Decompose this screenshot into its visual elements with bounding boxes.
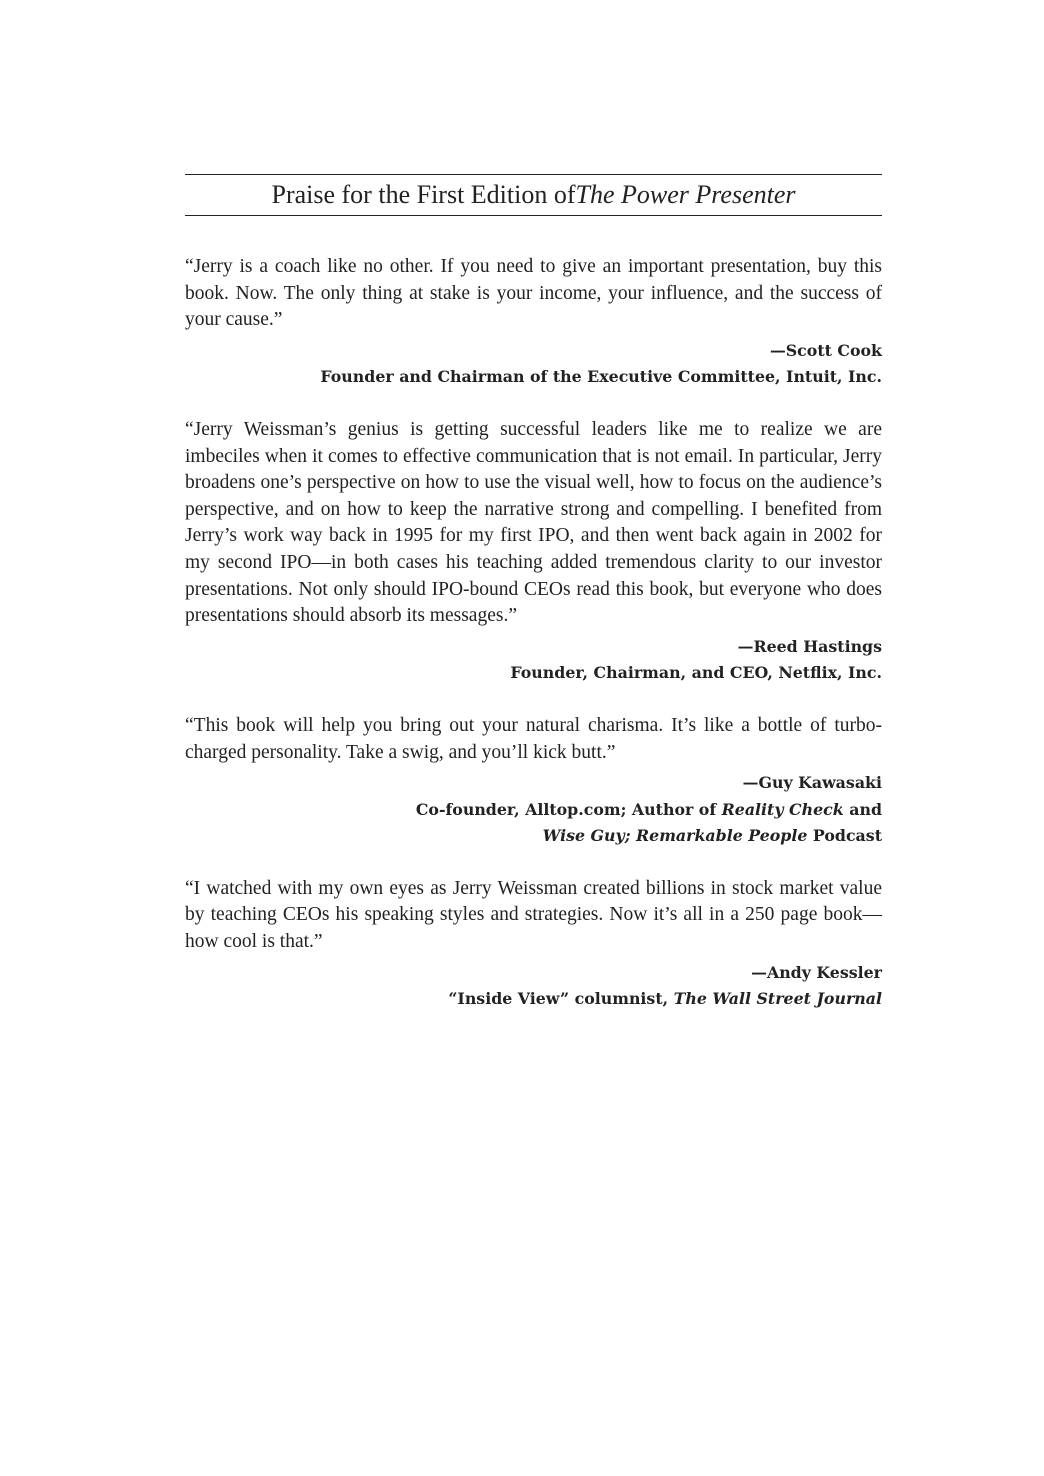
attribution <box>185 960 882 1013</box>
attribution <box>185 634 882 687</box>
attribution-name: —Guy Kawasaki <box>742 773 882 793</box>
attribution-role-line-2 <box>185 823 882 850</box>
quote-text: “Jerry is a coach like no other. If you need to give an important presentation, buy this book. Now. The only thing at stake is your income, your influence, and the success of your cause.” <box>185 256 882 331</box>
quote-text: “Jerry Weissman’s genius is getting successful leaders like me to realize we are imbeciles when it comes to effective communication that is not email. In particular, Jerry broadens one’s perspective on how to use the visual well, how to focus on the audience’s perspective, and on how to keep the narrative strong and compelling. I benefited from Jerry’s work way back in 1995 for my first IPO, and then went back again in 2002 for my second IPO—in both cases his teaching added tremendous clarity to our investor presentations. Not only should IPO-bound CEOs read this book, but everyone who does presentations should absorb its messages.” <box>185 418 882 627</box>
heading-book-title: The Power Presenter <box>575 180 796 209</box>
role-publication: The Wall Street Journal <box>673 989 882 1009</box>
attribution-name: —Andy Kessler <box>751 962 882 982</box>
quote-block-guy-kawasaki <box>185 713 882 850</box>
attribution-role-line-1 <box>185 797 882 824</box>
quote-text: “I watched with my own eyes as Jerry Weissman created billions in stock market value by teaching CEOs his speaking styles and strategies. Now it’s all in a 250 page book—how cool is that.” <box>185 877 882 953</box>
attribution-role <box>185 986 882 1013</box>
attribution-name: —Scott Cook <box>769 340 882 360</box>
role-text: and <box>843 799 882 819</box>
attribution-name: —Reed Hastings <box>737 636 882 656</box>
role-text: “Inside View” columnist, <box>448 989 674 1009</box>
quote-block-scott-cook <box>185 254 882 391</box>
attribution-role: Founder and Chairman of the Executive Committee, Intuit, Inc. <box>320 367 882 387</box>
attribution <box>185 770 882 850</box>
role-book-title: Wise Guy; Remarkable People <box>542 826 808 846</box>
attribution-role: Founder, Chairman, and CEO, Netflix, Inc. <box>510 663 882 683</box>
attribution <box>185 338 882 391</box>
role-text: Co-founder, Alltop.com; Author of <box>415 799 722 819</box>
praise-page <box>185 174 882 1013</box>
page-heading <box>185 174 882 216</box>
role-text: Podcast <box>807 826 882 846</box>
heading-prefix: Praise for the First Edition of <box>271 180 576 209</box>
quote-block-andy-kessler <box>185 876 882 1013</box>
quote-block-reed-hastings <box>185 417 882 687</box>
quote-text: “This book will help you bring out your natural charisma. It’s like a bottle of turbo-charged personality. Take a swig, and you’ll kick butt.” <box>185 714 882 763</box>
role-book-title: Reality Check <box>721 799 844 819</box>
